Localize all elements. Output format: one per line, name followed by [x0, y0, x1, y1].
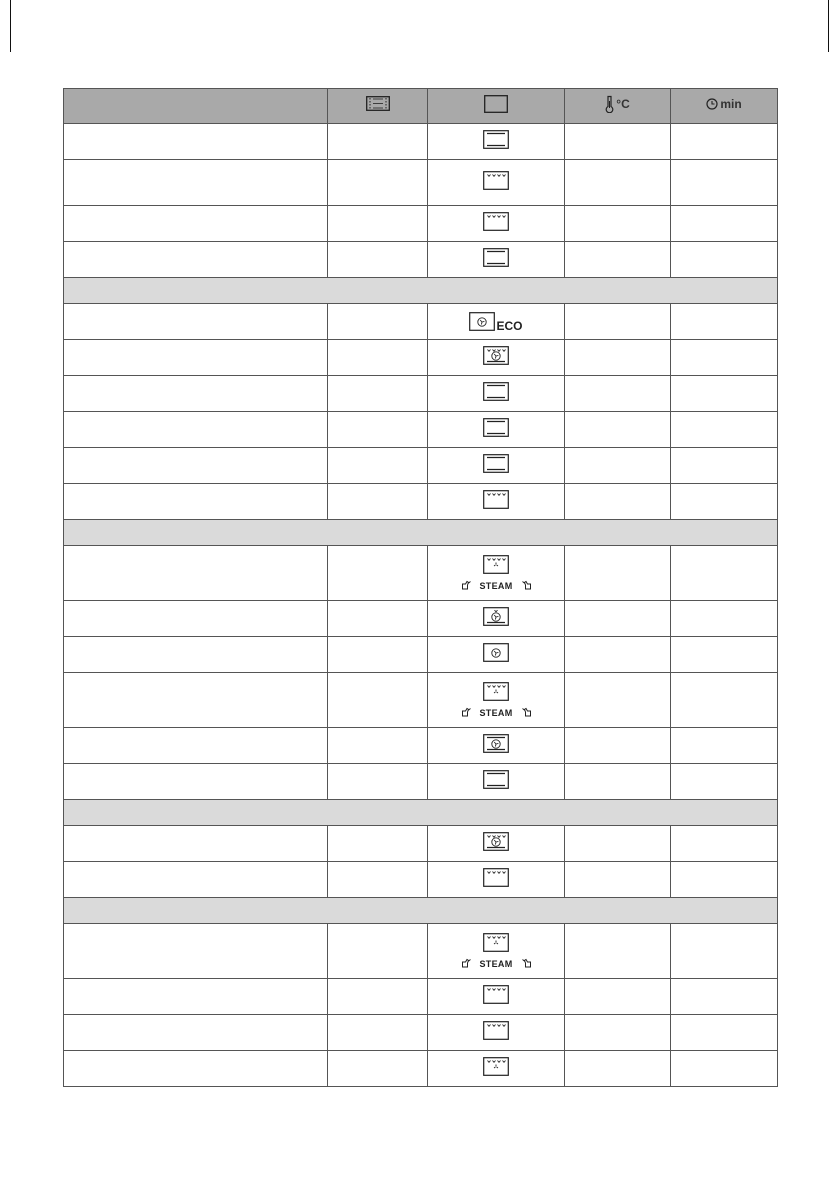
table-header: [64, 89, 778, 124]
mode-cell: [428, 448, 565, 484]
section-cell: [64, 800, 778, 826]
table-row: [64, 376, 778, 412]
shelf-cell: [328, 673, 428, 728]
time-cell: [671, 124, 778, 160]
mode-cell: [428, 1015, 565, 1051]
time-cell: [671, 601, 778, 637]
food-cell: [64, 862, 328, 898]
food-cell: [64, 924, 328, 979]
mode-cell: [428, 412, 565, 448]
steam-label: STEAM: [479, 707, 513, 718]
food-cell: [64, 1051, 328, 1087]
cooking-table: [63, 88, 778, 1087]
temperature-cell: [565, 637, 671, 673]
table-row: [64, 862, 778, 898]
food-cell: [64, 160, 328, 206]
mode-cell: [428, 862, 565, 898]
mode-cell: [428, 484, 565, 520]
fan-mode-icon: [483, 643, 509, 662]
mode-cell: [428, 601, 565, 637]
temperature-cell: [565, 546, 671, 601]
top-bottom-mode-icon: [483, 382, 509, 401]
mode-cell: [428, 637, 565, 673]
mode-cell: [428, 979, 565, 1015]
header-mode: [428, 89, 565, 124]
time-cell: [671, 304, 778, 340]
food-cell: [64, 1015, 328, 1051]
table-row: [64, 242, 778, 278]
temperature-unit: °C: [616, 96, 630, 111]
steam-nozzle-icon: [461, 707, 472, 718]
time-cell: [671, 242, 778, 278]
steam-grill-mode-icon: [483, 682, 509, 701]
fan-mode-icon: [469, 312, 495, 331]
food-cell: [64, 242, 328, 278]
section-row: [64, 800, 778, 826]
food-cell: [64, 206, 328, 242]
food-cell: [64, 637, 328, 673]
table-row: [64, 637, 778, 673]
temperature-cell: [565, 673, 671, 728]
food-cell: [64, 546, 328, 601]
time-cell: [671, 979, 778, 1015]
food-cell: [64, 673, 328, 728]
top-bottom-mode-icon: [483, 248, 509, 267]
top-bottom-mode-icon: [483, 130, 509, 149]
top-grill-mode-icon: [483, 868, 509, 887]
table-row: [64, 340, 778, 376]
table-row: [64, 924, 778, 979]
steam-label: STEAM: [479, 580, 513, 591]
food-cell: [64, 979, 328, 1015]
time-cell: [671, 1051, 778, 1087]
shelf-cell: [328, 376, 428, 412]
section-cell: [64, 898, 778, 924]
mode-cell: [428, 124, 565, 160]
steam-nozzle-icon: [521, 707, 532, 718]
mode-cell: [428, 242, 565, 278]
food-cell: [64, 448, 328, 484]
section-cell: [64, 278, 778, 304]
table-row: [64, 484, 778, 520]
section-row: [64, 520, 778, 546]
mode-cell: [428, 304, 565, 340]
section-row: [64, 278, 778, 304]
top-grill-mode-icon: [483, 212, 509, 231]
steam-grill-mode-icon: [483, 933, 509, 952]
mode-cell: [428, 546, 565, 601]
temperature-cell: [565, 242, 671, 278]
table-row: [64, 728, 778, 764]
mode-cell: [428, 206, 565, 242]
shelf-cell: [328, 412, 428, 448]
top-grill-mode-icon: [483, 985, 509, 1004]
shelf-cell: [328, 1015, 428, 1051]
temperature-cell: [565, 160, 671, 206]
food-cell: [64, 826, 328, 862]
temperature-cell: [565, 862, 671, 898]
top-bottom-mode-icon: [483, 770, 509, 789]
time-cell: [671, 206, 778, 242]
temperature-cell: [565, 728, 671, 764]
shelf-cell: [328, 601, 428, 637]
shelf-cell: [328, 637, 428, 673]
shelf-cell: [328, 304, 428, 340]
temperature-cell: [565, 124, 671, 160]
shelf-cell: [328, 124, 428, 160]
table-row: [64, 304, 778, 340]
table-row: [64, 546, 778, 601]
time-cell: [671, 673, 778, 728]
shelf-cell: [328, 764, 428, 800]
mode-cell: [428, 160, 565, 206]
time-cell: [671, 412, 778, 448]
steam-nozzle-icon: [521, 958, 532, 969]
temperature-cell: [565, 826, 671, 862]
steam-grill-mode-icon: [483, 1057, 509, 1076]
table-row: [64, 673, 778, 728]
steam-nozzle-icon: [521, 580, 532, 591]
table-row: [64, 1015, 778, 1051]
header-time: [671, 89, 778, 124]
temperature-cell: [565, 484, 671, 520]
shelf-cell: [328, 206, 428, 242]
temperature-cell: [565, 979, 671, 1015]
temperature-cell: [565, 206, 671, 242]
mode-cell: [428, 728, 565, 764]
shelf-cell: [328, 924, 428, 979]
time-cell: [671, 862, 778, 898]
temperature-cell: [565, 601, 671, 637]
table-row: [64, 448, 778, 484]
shelf-level-icon: [366, 96, 390, 111]
table-row: [64, 601, 778, 637]
shelf-cell: [328, 484, 428, 520]
mode-cell: [428, 764, 565, 800]
mode-cell: [428, 376, 565, 412]
mode-cell: [428, 1051, 565, 1087]
food-cell: [64, 484, 328, 520]
section-cell: [64, 520, 778, 546]
temperature-cell: [565, 412, 671, 448]
time-cell: [671, 764, 778, 800]
fan-top-bottom-mode-icon: [483, 734, 509, 753]
temperature-cell: [565, 304, 671, 340]
header-shelf: [328, 89, 428, 124]
time-unit: min: [720, 97, 742, 111]
shelf-cell: [328, 728, 428, 764]
food-cell: [64, 764, 328, 800]
shelf-cell: [328, 826, 428, 862]
clock-icon: [706, 98, 718, 110]
shelf-cell: [328, 448, 428, 484]
time-cell: [671, 826, 778, 862]
table-row: [64, 1051, 778, 1087]
mode-cell: [428, 924, 565, 979]
time-cell: [671, 160, 778, 206]
top-grill-mode-icon: [483, 1021, 509, 1040]
shelf-cell: [328, 242, 428, 278]
food-cell: [64, 728, 328, 764]
time-cell: [671, 1015, 778, 1051]
top-grill-mode-icon: [483, 490, 509, 509]
table-row: [64, 412, 778, 448]
time-cell: [671, 340, 778, 376]
mode-cell: [428, 340, 565, 376]
thermometer-icon: [605, 95, 614, 113]
food-cell: [64, 376, 328, 412]
shelf-cell: [328, 1051, 428, 1087]
time-cell: [671, 376, 778, 412]
food-cell: [64, 124, 328, 160]
table-row: [64, 160, 778, 206]
temperature-cell: [565, 1051, 671, 1087]
shelf-cell: [328, 160, 428, 206]
section-row: [64, 898, 778, 924]
eco-label: ECO: [496, 319, 523, 333]
food-cell: [64, 340, 328, 376]
top-grill-mode-icon: [483, 171, 509, 190]
food-cell: [64, 412, 328, 448]
mode-cell: [428, 673, 565, 728]
temperature-cell: [565, 376, 671, 412]
crop-mark-left: [10, 0, 11, 52]
table-row: [64, 124, 778, 160]
header-temperature: [565, 89, 671, 124]
fan-grill-bottom-mode-icon: [483, 832, 509, 851]
crop-mark-right: [828, 0, 829, 52]
time-cell: [671, 546, 778, 601]
temperature-cell: [565, 1015, 671, 1051]
temperature-cell: [565, 448, 671, 484]
fan-grill-bottom-mode-icon: [483, 346, 509, 365]
steam-grill-mode-icon: [483, 555, 509, 574]
time-cell: [671, 728, 778, 764]
shelf-cell: [328, 862, 428, 898]
heating-mode-icon: [484, 95, 508, 113]
mode-cell: [428, 826, 565, 862]
temperature-cell: [565, 340, 671, 376]
table-row: [64, 206, 778, 242]
time-cell: [671, 924, 778, 979]
table-row: [64, 826, 778, 862]
shelf-cell: [328, 979, 428, 1015]
steam-nozzle-icon: [461, 580, 472, 591]
table-row: [64, 979, 778, 1015]
food-cell: [64, 304, 328, 340]
fan-ring-bottom-mode-icon: [483, 607, 509, 626]
time-cell: [671, 448, 778, 484]
steam-nozzle-icon: [461, 958, 472, 969]
time-cell: [671, 637, 778, 673]
shelf-cell: [328, 340, 428, 376]
top-bottom-mode-icon: [483, 418, 509, 437]
header-food: [64, 89, 328, 124]
food-cell: [64, 601, 328, 637]
steam-label: STEAM: [479, 958, 513, 969]
temperature-cell: [565, 924, 671, 979]
top-bottom-mode-icon: [483, 454, 509, 473]
table-row: [64, 764, 778, 800]
temperature-cell: [565, 764, 671, 800]
time-cell: [671, 484, 778, 520]
shelf-cell: [328, 546, 428, 601]
